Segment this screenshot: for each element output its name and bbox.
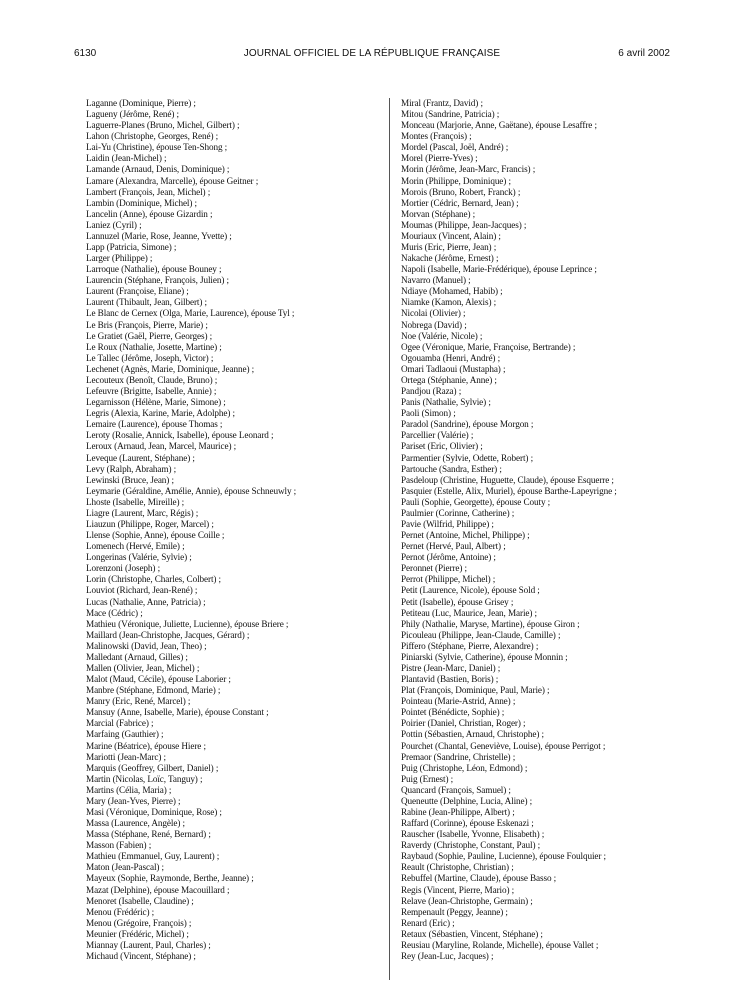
list-item: Michaud (Vincent, Stéphane) ; — [86, 951, 196, 962]
list-item: Laganne (Dominique, Pierre) ; — [86, 98, 196, 108]
list-item: Lemaire (Laurence), épouse Thomas ; — [86, 419, 223, 430]
list-item: Meunier (Frédéric, Michel) ; — [86, 928, 189, 939]
list-item: Manbre (Stéphane, Edmond, Marie) ; — [86, 685, 221, 696]
list-item: Le Gratiet (Gaël, Pierre, Georges) ; — [86, 330, 213, 341]
list-item: Menou (Grégoire, François) ; — [86, 917, 192, 928]
list-item: Lai-Yu (Christine), épouse Ten-Shong ; — [86, 142, 228, 153]
page-header — [74, 48, 670, 62]
list-item: Lambert (François, Jean, Michel) ; — [86, 186, 211, 197]
list-item: Mordel (Pascal, Joël, André) ; — [401, 142, 509, 153]
list-item: Pavie (Wilfrid, Philippe) ; — [401, 518, 494, 529]
list-item: Poirier (Daniel, Christian, Roger) ; — [401, 718, 526, 729]
list-item: Leveque (Laurent, Stéphane) ; — [86, 452, 195, 463]
list-item: Leymarie (Géraldine, Amélie, Annie), épouse Schneuwly ; — [86, 485, 297, 496]
list-item: Raffard (Corinne), épouse Eskenazi ; — [401, 818, 534, 829]
list-item: Masi (Véronique, Dominique, Rose) ; — [86, 807, 222, 817]
list-item: Pandjou (Raza) ; — [401, 386, 462, 397]
list-item: Lamare (Alexandra, Marcelle), épouse Geitner ; — [86, 175, 259, 186]
list-item: Laurent (Françoise, Eliane) ; — [86, 286, 189, 297]
list-item: Mitou (Sandrine, Patricia) ; — [401, 109, 500, 120]
list-item: Lucas (Nathalie, Anne, Patricia) ; — [86, 596, 206, 607]
publication-date: 6 avril 2002 — [618, 48, 670, 59]
list-item: Picouleau (Philippe, Jean-Claude, Camille) ; — [401, 629, 561, 640]
list-item: Martin (Nicolas, Loïc, Tanguy) ; — [86, 773, 203, 784]
list-item: Morin (Philippe, Dominique) ; — [401, 175, 511, 186]
list-item: Mariotti (Jean-Marc) ; — [86, 751, 166, 762]
list-item: Pernet (Antoine, Michel, Philippe) ; — [401, 530, 530, 541]
list-item: Lapp (Patricia, Simone) ; — [86, 242, 177, 253]
list-item: Pasdeloup (Christine, Huguette, Claude), épouse Esquerre ; — [401, 474, 614, 485]
list-item: Pottin (Sébastien, Arnaud, Christophe) ; — [401, 729, 544, 740]
list-item: Malledant (Arnaud, Gilles) ; — [86, 651, 188, 662]
list-item: Lamande (Arnaud, Denis, Dominique) ; — [86, 164, 230, 175]
list-item: Lagueny (Jérôme, René) ; — [86, 109, 180, 120]
list-item: Malinowski (David, Jean, Theo) ; — [86, 640, 207, 651]
list-item: Lambin (Dominique, Michel) ; — [86, 197, 197, 208]
list-item: Noe (Valérie, Nicole) ; — [401, 330, 483, 341]
list-item: Martins (Célia, Maria) ; — [86, 784, 172, 795]
list-item: Peronnet (Pierre) ; — [401, 563, 467, 574]
list-item: Perrot (Philippe, Michel) ; — [401, 574, 496, 585]
left-column — [86, 98, 382, 962]
list-item: Renard (Eric) ; — [401, 917, 455, 928]
list-item: Louviot (Richard, Jean-René) ; — [86, 585, 198, 596]
list-item: Mortier (Cédric, Bernard, Jean) ; — [401, 197, 519, 208]
list-item: Piniarski (Sylvie, Catherine), épouse Monnin ; — [401, 651, 568, 662]
list-item: Muris (Eric, Pierre, Jean) ; — [401, 242, 497, 253]
list-item: Reault (Christophe, Christian) ; — [401, 862, 514, 873]
list-item: Maillard (Jean-Christophe, Jacques, Gérard) ; — [86, 629, 250, 640]
list-item: Pernot (Jérôme, Antoine) ; — [401, 552, 496, 563]
list-item: Le Roux (Nathalie, Josette, Martine) ; — [86, 341, 222, 352]
list-item: Rey (Jean-Luc, Jacques) ; — [401, 951, 494, 962]
list-item: Legarnisson (Hélène, Marie, Simone) ; — [86, 397, 226, 408]
list-item: Pariset (Eric, Olivier) ; — [401, 441, 483, 452]
list-item: Plantavid (Bastien, Boris) ; — [401, 674, 499, 685]
list-item: Relave (Jean-Christophe, Germain) ; — [401, 895, 533, 906]
list-item: Pernet (Hervé, Paul, Albert) ; — [401, 541, 506, 552]
list-item: Menou (Frédéric) ; — [86, 906, 155, 917]
list-item: Lorin (Christophe, Charles, Colbert) ; — [86, 574, 222, 585]
list-item: Larger (Philippe) ; — [86, 253, 153, 264]
list-item: Premaor (Sandrine, Christelle) ; — [401, 751, 516, 762]
list-item: Petit (Isabelle), épouse Grisey ; — [401, 596, 514, 607]
list-item: Queneutte (Delphine, Lucia, Aline) ; — [401, 795, 533, 806]
list-item: Monceau (Marjorie, Anne, Gaëtane), épouse Lesaffre ; — [401, 120, 597, 131]
list-item: Marquis (Geoffrey, Gilbert, Daniel) ; — [86, 762, 219, 773]
list-item: Ortega (Stéphanie, Anne) ; — [401, 374, 497, 385]
list-item: Pauli (Sophie, Georgette), épouse Couty ; — [401, 496, 551, 507]
list-item: Nobrega (David) ; — [401, 319, 467, 330]
list-item: Ogee (Véronique, Marie, Françoise, Bertrande) ; — [401, 341, 576, 352]
list-item: Montes (François) ; — [401, 131, 472, 142]
list-item: Miral (Frantz, David) ; — [401, 98, 483, 108]
list-item: Regis (Vincent, Pierre, Mario) ; — [401, 884, 515, 895]
list-item: Morin (Jérôme, Jean-Marc, Francis) ; — [401, 164, 536, 175]
list-item: Retaux (Sébastien, Vincent, Stéphane) ; — [401, 928, 543, 939]
list-item: Laidin (Jean-Michel) ; — [86, 153, 167, 164]
list-item: Lahon (Christophe, Georges, René) ; — [86, 131, 219, 142]
list-item: Morvan (Stéphane) ; — [401, 208, 476, 219]
list-item: Rempenault (Peggy, Jeanne) ; — [401, 906, 508, 917]
list-item: Llense (Sophie, Anne), épouse Coille ; — [86, 530, 225, 541]
list-item: Petit (Laurence, Nicole), épouse Sold ; — [401, 585, 540, 596]
list-item: Malot (Maud, Cécile), épouse Laborier ; — [86, 674, 231, 685]
list-item: Leroty (Rosalie, Annick, Isabelle), épouse Leonard ; — [86, 430, 274, 441]
list-item: Paulmier (Corinne, Catherine) ; — [401, 507, 515, 518]
list-item: Ndiaye (Mohamed, Habib) ; — [401, 286, 503, 297]
list-item: Omari Tadlaoui (Mustapha) ; — [401, 363, 506, 374]
list-item: Lewinski (Bruce, Jean) ; — [86, 474, 174, 485]
list-item: Puig (Ernest) ; — [401, 773, 454, 784]
list-item: Napoli (Isabelle, Marie-Frédérique), épouse Leprince ; — [401, 264, 597, 275]
list-item: Massa (Laurence, Angèle) ; — [86, 818, 185, 829]
list-item: Reusiau (Maryline, Rolande, Michelle), épouse Vallet ; — [401, 939, 599, 950]
list-item: Quancard (François, Samuel) ; — [401, 784, 511, 795]
list-item: Morel (Pierre-Yves) ; — [401, 153, 478, 164]
list-item: Pistre (Jean-Marc, Daniel) ; — [401, 662, 501, 673]
list-item: Liauzun (Philippe, Roger, Marcel) ; — [86, 518, 214, 529]
list-item: Paradol (Sandrine), épouse Morgon ; — [401, 419, 534, 430]
list-item: Lannuzel (Marie, Rose, Jeanne, Yvette) ; — [86, 230, 232, 241]
list-item: Liagre (Laurent, Marc, Régis) ; — [86, 507, 199, 518]
list-item: Mace (Cédric) ; — [86, 607, 143, 618]
page-number: 6130 — [74, 48, 97, 59]
list-item: Nakache (Jérôme, Ernest) ; — [401, 253, 499, 264]
list-item: Phily (Nathalie, Maryse, Martine), épouse Giron ; — [401, 618, 580, 629]
list-item: Lefeuvre (Brigitte, Isabelle, Annie) ; — [86, 386, 217, 397]
list-item: Rabine (Jean-Philippe, Albert) ; — [401, 807, 515, 817]
list-item: Nicolai (Olivier) ; — [401, 308, 466, 319]
list-item: Miannay (Laurent, Paul, Charles) ; — [86, 939, 211, 950]
list-item: Paoli (Simon) ; — [401, 408, 456, 419]
list-item: Levy (Ralph, Abraham) ; — [86, 463, 177, 474]
list-item: Marcial (Fabrice) ; — [86, 718, 154, 729]
list-item: Mayeux (Sophie, Raymonde, Berthe, Jeanne) ; — [86, 873, 254, 884]
list-item: Massa (Stéphane, René, Bernard) ; — [86, 829, 211, 840]
list-item: Manry (Eric, René, Marcel) ; — [86, 696, 191, 707]
list-item: Parcellier (Valérie) ; — [401, 430, 474, 441]
list-item: Ogouamba (Henri, André) ; — [401, 352, 501, 363]
list-item: Pointeau (Marie-Astrid, Anne) ; — [401, 696, 516, 707]
list-item: Lomenech (Hervé, Emile) ; — [86, 541, 185, 552]
right-column — [389, 98, 701, 980]
list-item: Moumas (Philippe, Jean-Jacques) ; — [401, 219, 527, 230]
list-item: Mazat (Delphine), épouse Macouillard ; — [86, 884, 230, 895]
list-item: Mary (Jean-Yves, Pierre) ; — [86, 795, 181, 806]
list-item: Maton (Jean-Pascal) ; — [86, 862, 165, 873]
journal-title: JOURNAL OFFICIEL DE LA RÉPUBLIQUE FRANÇAISE — [243, 48, 501, 59]
list-item: Navarro (Manuel) ; — [401, 275, 471, 286]
list-item: Petiteau (Luc, Maurice, Jean, Marie) ; — [401, 607, 537, 618]
list-item: Partouche (Sandra, Esther) ; — [401, 463, 502, 474]
list-item: Lecouteux (Benoît, Claude, Bruno) ; — [86, 374, 218, 385]
list-item: Marine (Béatrice), épouse Hiere ; — [86, 740, 206, 751]
list-item: Legris (Alexia, Karine, Marie, Adolphe) ; — [86, 408, 235, 419]
list-item: Rauscher (Isabelle, Yvonne, Elisabeth) ; — [401, 829, 545, 840]
list-item: Niamke (Kamon, Alexis) ; — [401, 297, 497, 308]
list-item: Masson (Fabien) ; — [86, 840, 152, 851]
list-item: Raybaud (Sophie, Pauline, Lucienne), épouse Foulquier ; — [401, 851, 607, 862]
list-item: Le Tallec (Jérôme, Joseph, Victor) ; — [86, 352, 214, 363]
list-item: Laguerre-Planes (Bruno, Michel, Gilbert) ; — [86, 120, 240, 131]
list-item: Mouriaux (Vincent, Alain) ; — [401, 230, 501, 241]
list-item: Laniez (Cyril) ; — [86, 219, 142, 230]
list-item: Plat (François, Dominique, Paul, Marie) ; — [401, 685, 550, 696]
list-item: Mallen (Olivier, Jean, Michel) ; — [86, 662, 200, 673]
list-item: Raverdy (Christophe, Constant, Paul) ; — [401, 840, 541, 851]
list-item: Lhoste (Isabelle, Mireille) ; — [86, 496, 185, 507]
list-item: Mathieu (Véronique, Juliette, Lucienne), épouse Briere ; — [86, 618, 289, 629]
list-item: Lancelin (Anne), épouse Gizardin ; — [86, 208, 213, 219]
list-item: Puig (Christophe, Léon, Edmond) ; — [401, 762, 528, 773]
list-item: Le Bris (François, Pierre, Marie) ; — [86, 319, 208, 330]
list-item: Lorenzoni (Joseph) ; — [86, 563, 161, 574]
list-item: Morois (Bruno, Robert, Franck) ; — [401, 186, 521, 197]
list-item: Mansuy (Anne, Isabelle, Marie), épouse Constant ; — [86, 707, 269, 718]
list-item: Laurencin (Stéphane, François, Julien) ; — [86, 275, 229, 286]
list-item: Lechenet (Agnès, Marie, Dominique, Jeanne) ; — [86, 363, 255, 374]
list-item: Longerinas (Valérie, Sylvie) ; — [86, 552, 192, 563]
list-item: Pasquier (Estelle, Alix, Muriel), épouse Barthe-Lapeyrigne ; — [401, 485, 617, 496]
list-item: Le Blanc de Cernex (Olga, Marie, Laurence), épouse Tyl ; — [86, 308, 295, 319]
list-item: Pointet (Bénédicte, Sophie) ; — [401, 707, 505, 718]
list-item: Rebuffel (Martine, Claude), épouse Basso ; — [401, 873, 557, 884]
list-item: Marfaing (Gauthier) ; — [86, 729, 164, 740]
list-item: Panis (Nathalie, Sylvie) ; — [401, 397, 491, 408]
list-item: Pourchet (Chantal, Geneviève, Louise), épouse Perrigot ; — [401, 740, 606, 751]
list-item: Laurent (Thibault, Jean, Gilbert) ; — [86, 297, 207, 308]
list-item: Mathieu (Emmanuel, Guy, Laurent) ; — [86, 851, 220, 862]
list-item: Piffero (Stéphane, Pierre, Alexandre) ; — [401, 640, 539, 651]
list-item: Larroque (Nathalie), épouse Bouney ; — [86, 264, 222, 275]
list-item: Leroux (Arnaud, Jean, Marcel, Maurice) ; — [86, 441, 237, 452]
list-item: Menoret (Isabelle, Claudine) ; — [86, 895, 194, 906]
list-item: Parmentier (Sylvie, Odette, Robert) ; — [401, 452, 534, 463]
